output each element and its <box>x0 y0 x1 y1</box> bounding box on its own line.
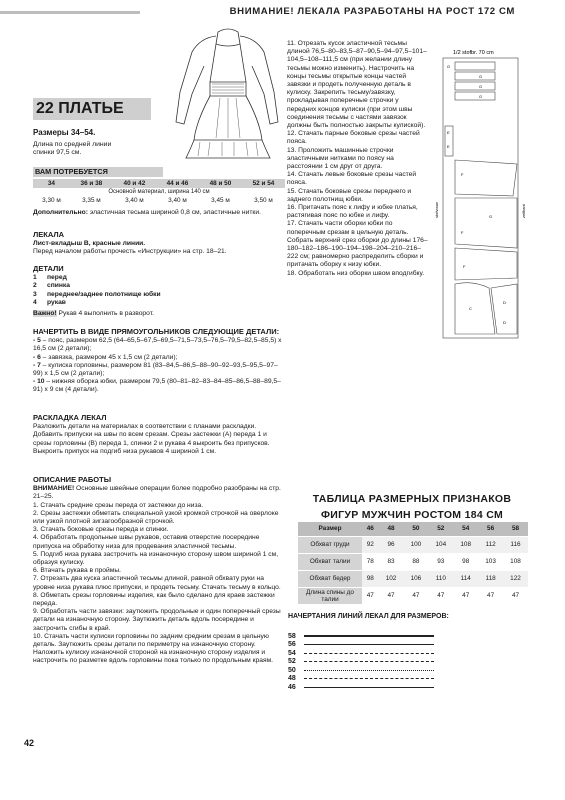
size-table-cell: 47 <box>478 587 503 604</box>
line-size: 54 <box>288 649 296 657</box>
work-step: 7. Отрезать два куска эластичной тесьмы длиной, равной обхвату руки на уровне низа рукава плюс припуски, и продеть тесьму. Стачать тесьму в кольцо. <box>33 575 281 591</box>
materials-value: 3,40 м <box>168 197 187 204</box>
size-table-head <box>298 522 528 536</box>
size-table-cell: 108 <box>453 536 478 553</box>
size-table-cell: 116 <box>503 536 528 553</box>
line-legend-item <box>288 632 488 641</box>
size-table-head-cell: 50 <box>403 522 428 536</box>
size-table-cell: 102 <box>379 570 404 587</box>
rect-num: - 6 <box>33 353 41 361</box>
size-table-cell: 47 <box>403 587 428 604</box>
line-legend-item <box>288 641 488 650</box>
page-number: 42 <box>24 738 35 748</box>
line-sample <box>304 661 434 662</box>
rect-heading: НАЧЕРТИТЬ В ВИДЕ ПРЯМОУГОЛЬНИКОВ СЛЕДУЮЩИЕ ДЕТАЛИ: <box>33 327 280 336</box>
model-length: Длина по средней линии спинки 97,5 см. <box>33 141 112 156</box>
work-attention-label: ВНИМАНИЕ! <box>33 485 75 493</box>
materials-size: 36 и 38 <box>70 179 113 188</box>
details-name: перед <box>47 274 67 282</box>
model-title: 22 ПЛАТЬЕ <box>33 98 151 120</box>
table-row <box>298 570 528 587</box>
work-step: 2. Срезы застежки обметать специальной узкой кромкой строчкой на оверлоке или узкой плотной зигзагообразной строчкой. <box>33 509 279 526</box>
work-continued <box>287 40 429 278</box>
page-header <box>0 6 565 17</box>
size-table-cell: 47 <box>453 587 478 604</box>
work-step: 6. Втачать рукава в проймы. <box>33 567 121 575</box>
size-table-cell: 96 <box>379 536 404 553</box>
line-sample <box>304 687 434 688</box>
materials-value: 3,45 м <box>211 197 230 204</box>
pattern-piece-letter: E <box>447 130 450 135</box>
size-table-cell: 104 <box>428 536 453 553</box>
size-table-cell: 103 <box>478 553 503 570</box>
size-table-cell: 47 <box>503 587 528 604</box>
size-table-head-cell: 48 <box>379 522 404 536</box>
work-step: 11. Отрезать кусок эластичной тесьмы длиной 76,5–80–83,5–87–90,5–94–97,5–101–104,5–108–111,5 см (при желании длину тесьмы можно изменить). Настрочить на концы тесьмы открытые концы частей завязки и продеть полученную деталь в кулиску. Закрепить тесьму/завязку, прокладывая поперечные строчки у передних концов кулиски (при этом швы соединения тесьмы с частями завязок должны быть полностью закрыты кулиской). <box>287 40 427 130</box>
size-table-cell: 118 <box>478 570 503 587</box>
size-table-cell: 122 <box>503 570 528 587</box>
work-section <box>33 476 285 666</box>
line-size: 50 <box>288 666 296 674</box>
line-sample <box>304 670 434 671</box>
table-row <box>298 553 528 570</box>
size-table-cell: 108 <box>503 553 528 570</box>
rect-num: - 5 <box>33 337 41 345</box>
line-size: 58 <box>288 632 296 640</box>
rect-item <box>33 354 285 362</box>
layout-text: Разложить детали на материалах в соответствии с планами раскладки. Добавить припуски на швы по всем срезам. Срезы застежки (А) переда 1 и срезы горловины (В) переда 1, спинки 2 и рукава 4 выкроить без припусков. Выкроить припуск на подгиб низа рукавов 4 шириной 1 см. <box>33 423 270 455</box>
materials-subtitle: Основной материал, ширина 140 см <box>108 189 210 195</box>
materials-extra <box>33 209 285 217</box>
lekala-line1: Лист-вкладыш В, красные линии. <box>33 240 146 248</box>
line-size: 56 <box>288 641 296 649</box>
line-sample <box>304 635 434 637</box>
materials-size: 48 и 50 <box>199 179 242 188</box>
size-table-label: Обхват талии <box>298 553 362 570</box>
rect-num: - 7 <box>33 361 41 369</box>
size-table-cell: 98 <box>362 570 379 587</box>
details-item <box>33 274 285 282</box>
header-bar <box>0 11 140 14</box>
size-table-title <box>297 491 527 523</box>
rect-text: – нижняя оборка юбки, размером 79,5 (80–81–82–83–84–85–86,5–88–89,5–91) х 9 см (4 детали). <box>33 378 281 394</box>
size-table-cell: 112 <box>478 536 503 553</box>
work-step: 15. Стачать боковые срезы переднего и заднего полотнищ юбки. <box>287 187 412 203</box>
rect-item <box>33 362 285 378</box>
header-text: ВНИМАНИЕ! ЛЕКАЛА РАЗРАБОТАНЫ НА РОСТ 172 СМ <box>229 6 515 17</box>
pattern-piece-letter: G <box>479 84 483 89</box>
work-step: 18. Обработать низ оборки швом вподгибку. <box>287 269 425 277</box>
pattern-piece-letter: E <box>447 144 450 149</box>
materials-sizes-row <box>33 179 285 188</box>
materials-size: 34 <box>33 179 70 188</box>
line-legend-item <box>288 675 488 684</box>
materials-size: 44 и 46 <box>156 179 199 188</box>
work-step: 12. Стачать парные боковые срезы частей пояса. <box>287 130 420 146</box>
details-name: переднее/заднее полотнище юбки <box>47 290 161 298</box>
work-step: 10. Стачать части кулиски горловины по задним средним срезам в цельную деталь. Заутюжить срезы детали по периметру на изнаночную сторону. Наложить кулиску изнаночной стороной на изнаночную сторону изделия и настрочить по разметке вдоль горловины пока только по продольным краям. <box>33 632 274 665</box>
size-table-cell: 83 <box>379 553 404 570</box>
size-table-cell: 88 <box>403 553 428 570</box>
size-table-cell: 47 <box>428 587 453 604</box>
work-step: 14. Стачать левые боковые срезы частей пояса. <box>287 171 417 187</box>
work-step: 3. Стачать боковые срезы переда и спинки. <box>33 526 169 534</box>
materials-size: 52 и 54 <box>242 179 285 188</box>
rect-section <box>33 328 285 395</box>
lines-legend <box>288 632 488 692</box>
line-sample <box>304 678 434 679</box>
details-item <box>33 282 285 290</box>
work-attention <box>33 485 285 501</box>
lekala-line2: Перед началом работы прочесть «Инструкции» на стр. 18–21. <box>33 248 227 256</box>
dress-sketch <box>170 22 285 172</box>
details-name: спинка <box>47 282 70 290</box>
lekala-section <box>33 231 285 257</box>
size-table-label: Длина спины до талии <box>298 587 362 604</box>
pattern-piece-letter: G <box>489 214 493 219</box>
work-step: 16. Притачать пояс к лифу и юбке платья, растягивая пояс по юбке и лифу. <box>287 204 418 220</box>
work-step: 5. Подгиб низа рукава застрочить на изнаночную сторону швом шириной 1 см, образуя кулиску. <box>33 550 279 567</box>
line-sample <box>304 644 434 645</box>
materials-extra-text: эластичная тесьма шириной 0,8 см, эластичные нитки. <box>88 209 261 216</box>
size-table-cell: 92 <box>362 536 379 553</box>
size-table-cell: 47 <box>379 587 404 604</box>
size-table-title-line1: ТАБЛИЦА РАЗМЕРНЫХ ПРИЗНАКОВ <box>312 493 512 505</box>
work-attention-text: Основные швейные операции более подробно разобраны на стр. 21–25. <box>33 485 281 501</box>
details-num: 2 <box>33 282 37 290</box>
details-note <box>33 310 285 318</box>
size-table-label: Обхват бедер <box>298 570 362 587</box>
materials-size: 40 и 42 <box>113 179 156 188</box>
pattern-fold-label: stofvouw <box>434 202 439 218</box>
size-table-cell: 47 <box>362 587 379 604</box>
layout-section <box>33 414 285 456</box>
materials-value: 3,35 м <box>82 197 101 204</box>
size-table-cell: 93 <box>428 553 453 570</box>
lekala-heading: ЛЕКАЛА <box>33 230 65 239</box>
pattern-piece-letter: F <box>461 230 464 235</box>
table-row <box>298 587 528 604</box>
materials-heading: ВАМ ПОТРЕБУЕТСЯ <box>33 167 163 177</box>
rect-text: – пояс, размером 62,5 (64–65,5–67,5–69,5–71,5–73,5–76,5–79,5–82,5–85,5) х 16,5 см (2 детали); <box>33 337 282 353</box>
pattern-piece-letter: F <box>463 264 466 269</box>
rect-text: – завязка, размером 45 х 1,5 см (2 детали); <box>40 353 178 361</box>
details-num: 1 <box>33 274 37 282</box>
details-item <box>33 299 285 307</box>
materials-value: 3,50 м <box>254 197 273 204</box>
size-table-head-cell: 58 <box>503 522 528 536</box>
rect-text: – кулиска горловины, размером 81 (83–84,5–86,5–88–90–92–93,5–95,5–97–99) х 1,5 см (2 детали); <box>33 361 278 378</box>
line-size: 52 <box>288 658 296 666</box>
pattern-piece-letter: C <box>469 306 472 311</box>
pattern-piece-letter: G <box>479 94 483 99</box>
size-table-head-cell: 56 <box>478 522 503 536</box>
size-table-cell: 110 <box>428 570 453 587</box>
model-sizes: Размеры 34–54. <box>33 128 96 137</box>
line-legend-item <box>288 658 488 667</box>
pattern-width-label: 1/2 stofbr. 70 cm <box>453 50 494 56</box>
work-heading: ОПИСАНИЕ РАБОТЫ <box>33 475 112 484</box>
line-legend-item <box>288 683 488 692</box>
details-note-label: Важно! <box>33 310 57 318</box>
size-table-head-cell: 52 <box>428 522 453 536</box>
details-num: 3 <box>33 290 37 298</box>
line-size: 46 <box>288 683 296 691</box>
pattern-piece-letter: F <box>461 172 464 177</box>
line-legend-item <box>288 649 488 658</box>
size-table-cell: 98 <box>453 553 478 570</box>
details-name: рукав <box>47 298 66 306</box>
details-heading: ДЕТАЛИ <box>33 264 64 273</box>
work-step: 9. Обработать части завязки: заутюжить продольные и один поперечный срезы детали на изнаночную сторону. Заутюжить деталь вдоль посередине и застрочить сгибы в край. <box>33 608 281 632</box>
size-table-head-cell: 54 <box>453 522 478 536</box>
size-table-head-cell: 46 <box>362 522 379 536</box>
work-step: 1. Стачать средние срезы переда от застежки до низа. <box>33 501 204 509</box>
size-table-head-cell: Размер <box>298 522 362 536</box>
size-table <box>298 522 528 605</box>
work-step: 17. Стачать части оборки юбки по поперечным срезам в цельную деталь. Собрать верхний срез оборки до длины 176–180–182–186–190–194–198–204–210–216–222 см; равномерно распределить сборки и притачать оборку к низу юбки. <box>287 220 428 269</box>
details-num: 4 <box>33 298 37 306</box>
line-legend-item <box>288 666 488 675</box>
size-table-cell: 114 <box>453 570 478 587</box>
lines-title: НАЧЕРТАНИЯ ЛИНИЙ ЛЕКАЛ ДЛЯ РАЗМЕРОВ: <box>288 613 449 620</box>
work-step: 4. Обработать продольные швы рукавов, оставив отверстие посередине припуска на обработку низа для продевания эластичной тесьмы. <box>33 534 260 550</box>
size-table-cell: 100 <box>403 536 428 553</box>
pattern-piece-letter: D <box>503 300 506 305</box>
work-step: 8. Обметать срезы горловины изделия, как было сделано для краев застежки переда. <box>33 591 275 608</box>
layout-heading: РАСКЛАДКА ЛЕКАЛ <box>33 413 107 422</box>
pattern-piece-letter: D <box>503 320 506 325</box>
line-sample <box>304 653 434 654</box>
rect-item <box>33 337 285 353</box>
size-table-label: Обхват груди <box>298 536 362 553</box>
size-table-title-line2: ФИГУР МУЖЧИН РОСТОМ 184 СМ <box>321 509 503 521</box>
size-table-cell: 78 <box>362 553 379 570</box>
materials-value: 3,40 м <box>125 197 144 204</box>
details-note-text: Рукав 4 выполнить в разворот. <box>56 310 154 318</box>
pattern-layout-diagram <box>433 48 528 343</box>
materials-extra-label: Дополнительно: <box>33 209 88 216</box>
table-row <box>298 536 528 553</box>
rect-num: - 10 <box>33 378 45 386</box>
materials-subtitle-row <box>33 188 285 196</box>
rect-item <box>33 378 285 394</box>
details-item <box>33 291 285 299</box>
pattern-piece-letter: G <box>447 64 451 69</box>
work-step: 13. Проложить машинные строчки эластичными нитками по поясу на расстоянии 1 см друг от друга. <box>287 146 394 171</box>
line-size: 48 <box>288 675 296 683</box>
materials-values-row <box>33 196 285 205</box>
pattern-selvage-label: zelfkant <box>521 204 526 218</box>
size-table-cell: 106 <box>403 570 428 587</box>
details-section <box>33 265 285 318</box>
pattern-piece-letter: G <box>479 74 483 79</box>
materials-value: 3,30 м <box>42 197 61 204</box>
materials-table <box>33 179 285 205</box>
